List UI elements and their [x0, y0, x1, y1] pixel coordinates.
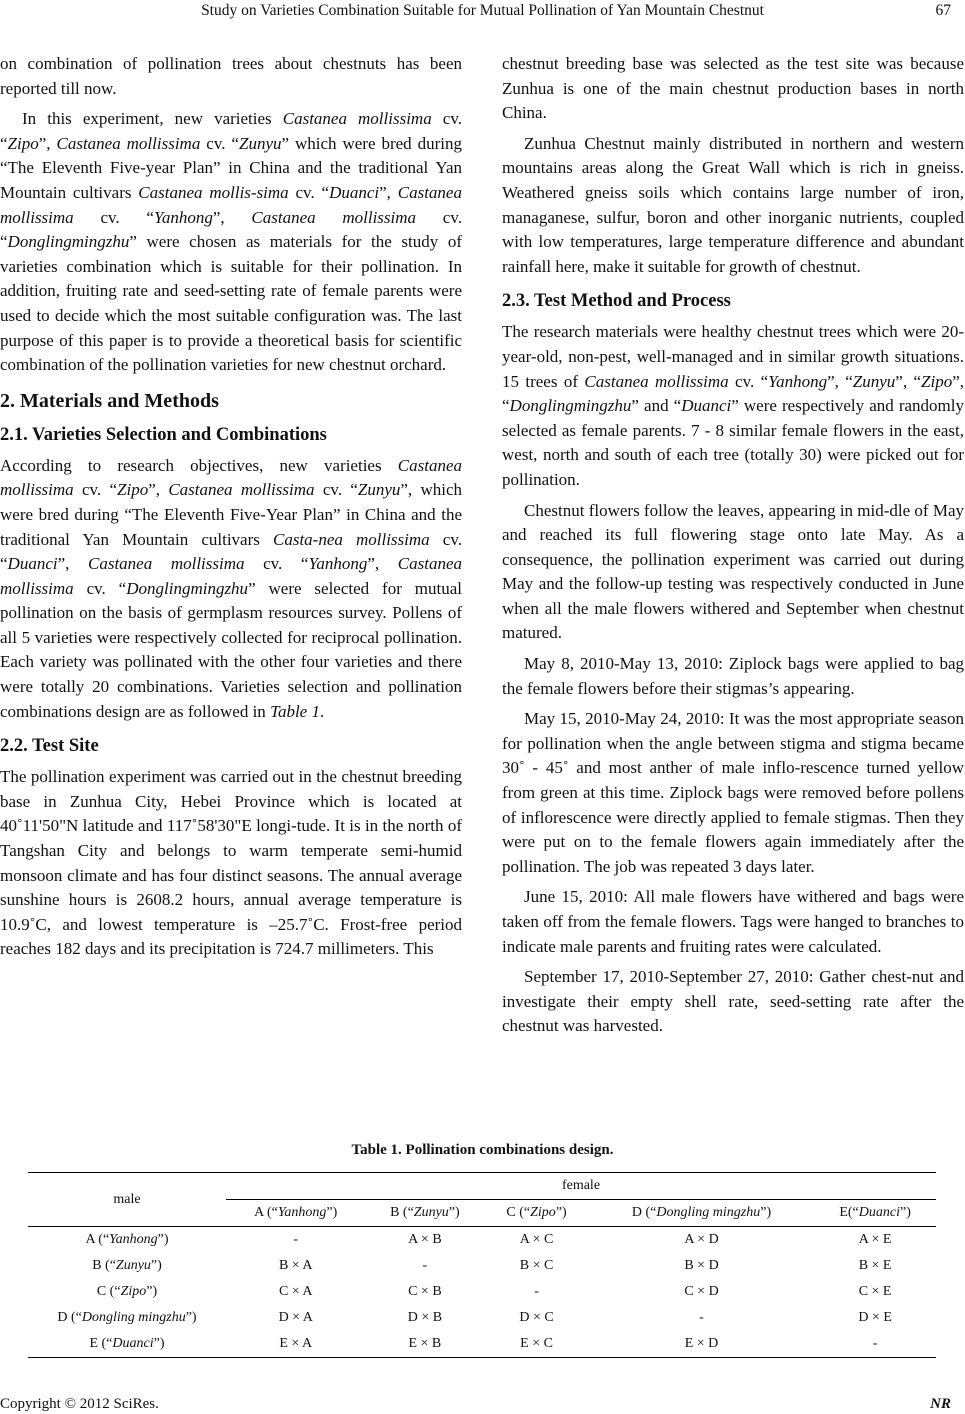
table-cell: D × A	[278, 1310, 313, 1325]
italic-term: Duanci	[7, 554, 58, 574]
variety-name: Zunyu	[115, 1258, 151, 1273]
italic-term: Castanea mollissima	[251, 207, 417, 227]
text-run: ”)	[157, 1232, 169, 1247]
italic-term: Yanhong	[768, 371, 828, 391]
variety-name: Dongling mingzhu	[81, 1310, 186, 1325]
table-cell: -	[293, 1232, 299, 1247]
text-run: ”, “	[895, 371, 922, 391]
table-row	[28, 1279, 936, 1305]
text-run: ”)	[760, 1205, 772, 1220]
text-run: A (“	[85, 1232, 110, 1247]
table-cell: B × C	[519, 1258, 554, 1273]
table-cell: D × E	[858, 1310, 892, 1325]
paragraph-test-site: The pollination experiment was carried out in the chestnut breeding base in Zunhua City, Hebei Province which is located at 40˚11'50"N latitude and 117˚58'30"E longi-tude. It is in the north of Tangshan City and belongs to warm temperate semi-humid monsoon climate and has four distinct seasons. The annual average sunshine hours is 2608.2 hours, annual average temperature is 10.9˚C, and lowest temperature is –25.7˚C. Frost-free period reaches 182 days and its precipitation is 724.7 millimeters. This	[0, 767, 462, 959]
text-run: D (“	[57, 1310, 82, 1325]
table-cell: E × B	[365, 1331, 484, 1358]
copyright-notice: Copyright © 2012 SciRes.	[0, 1396, 159, 1412]
pollination-table	[28, 1172, 936, 1358]
italic-term: Castanea mollissima	[0, 182, 462, 227]
table-cell: -	[422, 1258, 428, 1273]
italic-term: Zunyu	[357, 480, 401, 500]
text-run: ” were respectively and randomly selected as female parents. 7 - 8 similar female flowers in the east, west, north and south of each tree (totally 30) were picked out for pollination.	[502, 396, 964, 489]
text-run: cv. “	[0, 529, 462, 574]
italic-term: Zipo	[7, 133, 39, 153]
italic-term: Castanea mollissima	[56, 133, 201, 153]
paragraph-experiment-aim	[0, 107, 462, 378]
italic-term: Castanea mollissima	[0, 554, 463, 598]
text-run: C (“	[506, 1205, 531, 1220]
italic-term: Donglingmingzhu	[126, 578, 249, 598]
table-cell: B × D	[684, 1258, 719, 1273]
text-run: C (“	[96, 1284, 121, 1299]
italic-term: Casta-nea mollissima	[272, 529, 430, 549]
variety-name: Yanhong	[277, 1205, 327, 1220]
text-run: E (“	[89, 1336, 113, 1351]
table-row	[28, 1253, 936, 1279]
female-column-header	[589, 1200, 814, 1227]
text-run: ”, which were bred during “The Eleventh Five-Year Plan” in China and the traditional Yan Mountain cultivars	[0, 480, 462, 549]
text-run: cv. “	[200, 133, 239, 153]
text-run: E(“	[839, 1205, 859, 1220]
text-run: ”)	[146, 1284, 158, 1299]
female-column-header	[365, 1200, 484, 1227]
journal-abbreviation: NR	[930, 1396, 951, 1412]
text-run: cv. “	[728, 371, 769, 391]
female-column-header	[484, 1200, 589, 1227]
italic-term: Donglingmingzhu	[7, 232, 130, 252]
table-cell: C × E	[858, 1284, 892, 1299]
text-run: The research materials were healthy chestnut trees which were 20-year-old, non-pest, well-managed and in similar growth situations. 15 trees of	[502, 322, 964, 391]
section-heading-test-method: 2.3. Test Method and Process	[502, 291, 731, 312]
paragraph-varieties-selection	[0, 454, 462, 725]
male-row-header	[28, 1227, 226, 1254]
running-title: Study on Varieties Combination Suitable for Mutual Pollination of Yan Mountain Chestnut	[201, 2, 764, 19]
variety-name: Zipo	[120, 1284, 147, 1299]
paragraph-flowering: Chestnut flowers follow the leaves, appearing in mid-dle of May and reached its full flowering stage onto late May. As a consequence, the pollination experiment was carried out during May and the follow-up testing was respectively conducted in June when all the male flowers withered and September when chestnut matured.	[502, 500, 964, 643]
table-row	[28, 1227, 936, 1254]
page-number: 67	[935, 2, 951, 19]
table-cell: E × D	[589, 1331, 814, 1358]
table-cell: A × B	[408, 1232, 442, 1247]
table-cell: -	[534, 1284, 539, 1299]
table-cell: A × C	[519, 1232, 554, 1247]
text-run: ”)	[899, 1205, 911, 1220]
male-row-header	[28, 1331, 226, 1358]
left-column	[0, 52, 462, 968]
table-row	[28, 1331, 936, 1358]
text-run: B (“	[92, 1258, 116, 1273]
table-cell: B × A	[278, 1258, 313, 1273]
variety-name: Zunyu	[413, 1205, 449, 1220]
text-run: ” were chosen as materials for the study of varieties combination which is suitable for their pollination. In addition, fruiting rate and seed-setting rate of female parents were used to decide which the most suitable configuration was. The last purpose of this paper is to provide a theoretical basis for scientific combination of the pollination varieties for new chestnut orchard.	[0, 232, 462, 375]
text-run: cv. “	[314, 480, 358, 500]
paragraph-june-15: June 15, 2010: All male flowers have withered and bags were taken off from the female flowers. Tags were hanged to branches to indicate male parents and fruiting rates were calculated.	[502, 887, 964, 956]
text-run: cv. “	[244, 554, 309, 574]
italic-term: Zunyu	[238, 133, 282, 153]
text-run: In this experiment, new varieties	[22, 109, 283, 129]
table-cell: C × B	[408, 1284, 442, 1299]
italic-term: Duanci	[329, 182, 380, 202]
text-run: ”,	[367, 554, 398, 574]
text-run: D (“	[631, 1205, 657, 1220]
text-run: A (“	[254, 1205, 278, 1220]
text-run: cv. “	[0, 109, 462, 153]
text-run: ”,	[212, 207, 252, 227]
running-header	[0, 0, 965, 30]
table-cell: A × E	[858, 1232, 892, 1247]
text-run: cv. “	[73, 578, 127, 598]
text-run: cv. “	[73, 207, 154, 227]
paragraph-test-site-cont: chestnut breeding base was selected as the test site was because Zunhua is one of the main chestnut production bases in north China.	[502, 54, 964, 123]
section-heading-materials-methods: 2. Materials and Methods	[0, 389, 219, 412]
table-cell: A × D	[684, 1232, 719, 1247]
table-cell: D × C	[519, 1310, 554, 1325]
male-row-header	[28, 1305, 226, 1331]
italic-term: Castanea mollis-sima	[138, 182, 289, 202]
female-column-header	[814, 1200, 936, 1227]
table-cell: -	[699, 1310, 704, 1325]
text-run: cv. “	[0, 207, 462, 252]
text-run: ”,	[38, 133, 57, 153]
section-heading-test-site: 2.2. Test Site	[0, 736, 99, 757]
section-heading-varieties-selection: 2.1. Varieties Selection and Combinations	[0, 424, 327, 445]
table-caption: Table 1. Pollination combinations design.	[351, 1142, 614, 1158]
text-run: ”,	[379, 182, 398, 202]
text-run: .	[319, 701, 325, 721]
paragraph-may-8: May 8, 2010-May 13, 2010: Ziplock bags were applied to bag the female flowers before their stigmas’s appearing.	[502, 654, 964, 698]
table-cell: D × B	[407, 1310, 443, 1325]
italic-term: Zunyu	[852, 371, 896, 391]
text-run: ”)	[326, 1205, 338, 1220]
male-row-header	[28, 1279, 226, 1305]
paragraph-research-materials	[502, 320, 964, 492]
text-run: ”)	[150, 1258, 162, 1273]
italic-term: Zipo	[117, 480, 149, 500]
text-run: B (“	[390, 1205, 414, 1220]
table-cell: E × A	[226, 1331, 365, 1358]
female-header: female	[226, 1173, 936, 1200]
text-run: ”, “	[827, 371, 853, 391]
right-column	[502, 52, 964, 1045]
variety-name: Zipo	[530, 1205, 556, 1220]
male-row-header	[28, 1253, 226, 1279]
italic-term: Yanhong	[308, 554, 368, 574]
variety-name: Duanci	[112, 1336, 154, 1351]
paragraph-intro-end: on combination of pollination trees about chestnuts has been reported till now.	[0, 54, 462, 98]
text-run: ”, “	[502, 371, 964, 416]
text-run: cv. “	[288, 182, 330, 202]
variety-name: Dongling mingzhu	[656, 1205, 761, 1220]
italic-term: Castanea mollissima	[168, 480, 315, 500]
table-row	[28, 1305, 936, 1331]
text-run: ”,	[57, 554, 88, 574]
text-run: cv. “	[73, 480, 118, 500]
table-cell: B × E	[858, 1258, 892, 1273]
text-run: ”)	[555, 1205, 567, 1220]
italic-term: Castanea mollissima	[584, 371, 729, 391]
female-column-header	[226, 1200, 365, 1227]
text-run: ”)	[185, 1310, 197, 1325]
italic-term: Castanea mollissima	[282, 109, 432, 129]
paragraph-may-15: May 15, 2010-May 24, 2010: It was the most appropriate season for pollination when the angle between stigma and stigma became 30˚ - 45˚ and most anther of male inflo-rescence turned yellow from green at this time. Ziplock bags were removed before pollens of inflorescence were directly applied to female stigmas. Then they were put on to the female flowers again immediately after the pollination. The job was repeated 3 days later.	[502, 709, 964, 876]
italic-term: Yanhong	[153, 207, 213, 227]
text-run: According to research objectives, new varieties	[0, 455, 398, 475]
italic-term: Castanea mollissima	[0, 455, 462, 500]
text-run: ”)	[153, 1336, 165, 1351]
text-run: ” were selected for mutual pollination on the basis of germplasm resources survey. Pollens of all 5 varieties were respectively collected for reciprocal pollination. Each variety was pollinated with the other four varieties and there were totally 20 combinations. Varieties selection and pollination combinations design are as followed in	[0, 578, 462, 721]
italic-term: Table 1	[270, 701, 320, 721]
table-cell: E × C	[484, 1331, 589, 1358]
paragraph-september-17: September 17, 2010-September 27, 2010: Gather chest-nut and investigate their empty shell rate, seed-setting rate after the chestnut was harvested.	[502, 967, 964, 1036]
italic-term: Duanci	[681, 396, 732, 416]
text-run: ” and “	[631, 396, 682, 416]
text-run: ”,	[148, 480, 169, 500]
variety-name: Duanci	[858, 1205, 900, 1220]
paragraph-zunhua-chestnut: Zunhua Chestnut mainly distributed in northern and western mountains areas along the Great Wall which is rich in gneiss. Weathered gneiss soils which contains large number of iron, managanese, sulfur, boron and other inorganic nutrients, coupled with low temperatures, large temperature difference and abundant rainfall here, make it suitable for growth of chestnut.	[502, 133, 964, 276]
text-run: ”)	[448, 1205, 460, 1220]
table-cell: C × A	[278, 1284, 313, 1299]
text-run: ” which were bred during “The Eleventh Five-year Plan” in China and the traditional Yan Mountain cultivars	[0, 133, 462, 202]
table-cell: C × D	[684, 1284, 719, 1299]
table-cell: -	[814, 1331, 936, 1358]
italic-term: Donglingmingzhu	[509, 396, 632, 416]
italic-term: Castanea mollissima	[88, 554, 245, 574]
male-header: male	[28, 1173, 226, 1227]
italic-term: Zipo	[921, 371, 953, 391]
variety-name: Yanhong	[109, 1232, 158, 1247]
